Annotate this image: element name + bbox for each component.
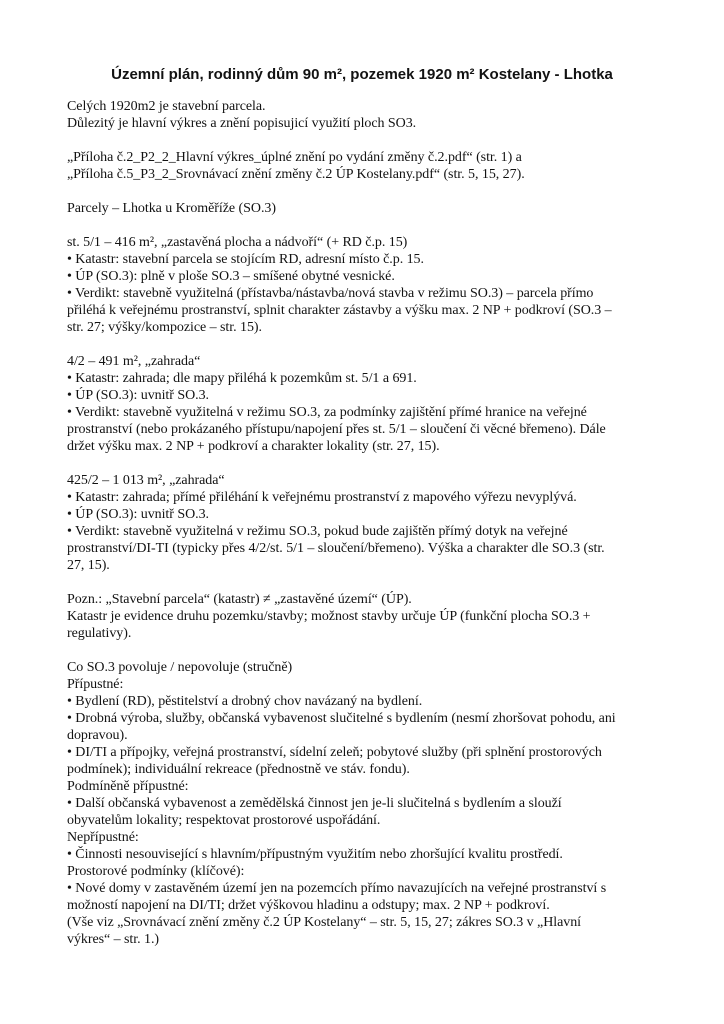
text-line: obyvatelům lokality; respektovat prostorové uspořádání. xyxy=(67,813,381,828)
paragraph-so3-rules xyxy=(67,659,667,948)
text-line: prostranství/DI-TI (typicky přes 4/2/st. 5/1 – sloučení/břemeno). Výška a charakter dle SO.3 (str. xyxy=(67,541,605,556)
text-line: Přípustné: xyxy=(67,677,124,692)
document-title: Územní plán, rodinný dům 90 m², pozemek 1920 m² Kostelany - Lhotka xyxy=(111,66,613,83)
text-line: výkres“ – str. 1.) xyxy=(67,932,160,947)
text-line: regulativy). xyxy=(67,626,132,641)
text-line: „Příloha č.2_P2_2_Hlavní výkres_úplné znění po vydání změny č.2.pdf“ (str. 1) a xyxy=(67,150,522,165)
text-line: přiléhá k veřejnému prostranství, splnit charakter zástavby a výšku max. 2 NP + podkroví (SO.3 – xyxy=(67,303,612,318)
text-line: 4/2 – 491 m², „zahrada“ xyxy=(67,354,201,369)
text-line: • Další občanská vybavenost a zemědělská činnost jen je-li slučitelná s bydlením a slouží xyxy=(67,796,562,811)
text-line: • Katastr: stavební parcela se stojícím RD, adresní místo č.p. 15. xyxy=(67,252,424,267)
text-line: • Verdikt: stavebně využitelná (přístavba/nástavba/nová stavba v režimu SO.3) – parcela přímo xyxy=(67,286,594,301)
text-line: • Katastr: zahrada; dle mapy přiléhá k pozemkům st. 5/1 a 691. xyxy=(67,371,417,386)
text-line: • Katastr: zahrada; přímé přiléhání k veřejnému prostranství z mapového výřezu nevyplývá. xyxy=(67,490,577,505)
text-line: • Verdikt: stavebně využitelná v režimu SO.3, pokud bude zajištěn přímý dotyk na veřejné xyxy=(67,524,568,539)
text-line: • Bydlení (RD), pěstitelství a drobný chov navázaný na bydlení. xyxy=(67,694,423,709)
paragraph-attachments xyxy=(67,149,667,183)
text-line: 425/2 – 1 013 m², „zahrada“ xyxy=(67,473,225,488)
paragraph-parcel-425-2 xyxy=(67,472,667,574)
text-line: Parcely – Lhotka u Kroměříže (SO.3) xyxy=(67,201,276,216)
paragraph-intro xyxy=(67,98,667,132)
text-line: Katastr je evidence druhu pozemku/stavby; možnost stavby určuje ÚP (funkční plocha SO.3 + xyxy=(67,609,591,624)
text-line: možností napojení na DI/TI; držet výškovou hladinu a odstupy; max. 2 NP + podkroví. xyxy=(67,898,550,913)
paragraph-parcel-4-2 xyxy=(67,353,667,455)
text-line: dopravou). xyxy=(67,728,128,743)
text-line: Důlezitý je hlavní výkres a znění popisujicí využití ploch SO3. xyxy=(67,116,417,131)
text-line: (Vše viz „Srovnávací znění změny č.2 ÚP Kostelany“ – str. 5, 15, 27; zákres SO.3 v „Hlavní xyxy=(67,915,582,930)
text-line: podmínek); individuální rekreace (přednostně ve stáv. fondu). xyxy=(67,762,410,777)
text-line: 27, 15). xyxy=(67,558,110,573)
text-line: str. 27; výšky/kompozice – str. 15). xyxy=(67,320,262,335)
text-line: Co SO.3 povoluje / nepovoluje (stručně) xyxy=(67,660,293,675)
text-line: Nepřípustné: xyxy=(67,830,139,845)
text-line: • Drobná výroba, služby, občanská vybavenost slučitelné s bydlením (nesmí zhoršovat pohodu, ani xyxy=(67,711,616,726)
text-line: • ÚP (SO.3): plně v ploše SO.3 – smíšené obytné vesnické. xyxy=(67,269,395,284)
paragraph-note xyxy=(67,591,667,642)
document-body xyxy=(67,98,667,965)
text-line: „Příloha č.5_P3_2_Srovnávací znění změny č.2 ÚP Kostelany.pdf“ (str. 5, 15, 27). xyxy=(67,167,525,182)
text-line: • DI/TI a přípojky, veřejná prostranství, sídelní zeleň; pobytové služby (při splnění prostorových xyxy=(67,745,602,760)
text-line: držet výšku max. 2 NP + podkroví a charakter lokality (str. 27, 15). xyxy=(67,439,440,454)
text-line: • Verdikt: stavebně využitelná v režimu SO.3, za podmínky zajištění přímé hranice na veřejné xyxy=(67,405,587,420)
text-line: prostranství (nebo prokázaného přístupu/napojení přes st. 5/1 – sloučení či věcné břemeno). Dále xyxy=(67,422,606,437)
text-line: • Nové domy v zastavěném území jen na pozemcích přímo navazujících na veřejné prostranství s xyxy=(67,881,607,896)
text-line: • ÚP (SO.3): uvnitř SO.3. xyxy=(67,507,209,522)
text-line: • ÚP (SO.3): uvnitř SO.3. xyxy=(67,388,209,403)
paragraph-parcel-st-5-1 xyxy=(67,234,667,336)
text-line: st. 5/1 – 416 m², „zastavěná plocha a nádvoří“ (+ RD č.p. 15) xyxy=(67,235,408,250)
paragraph-parcels-heading xyxy=(67,200,667,217)
text-line: Pozn.: „Stavební parcela“ (katastr) ≠ „zastavěné území“ (ÚP). xyxy=(67,592,412,607)
text-line: • Činnosti nesouvisející s hlavním/přípustným využitím nebo zhoršující kvalitu prostředí. xyxy=(67,847,563,862)
text-line: Celých 1920m2 je stavební parcela. xyxy=(67,99,266,114)
text-line: Prostorové podmínky (klíčové): xyxy=(67,864,245,879)
text-line: Podmíněně přípustné: xyxy=(67,779,189,794)
